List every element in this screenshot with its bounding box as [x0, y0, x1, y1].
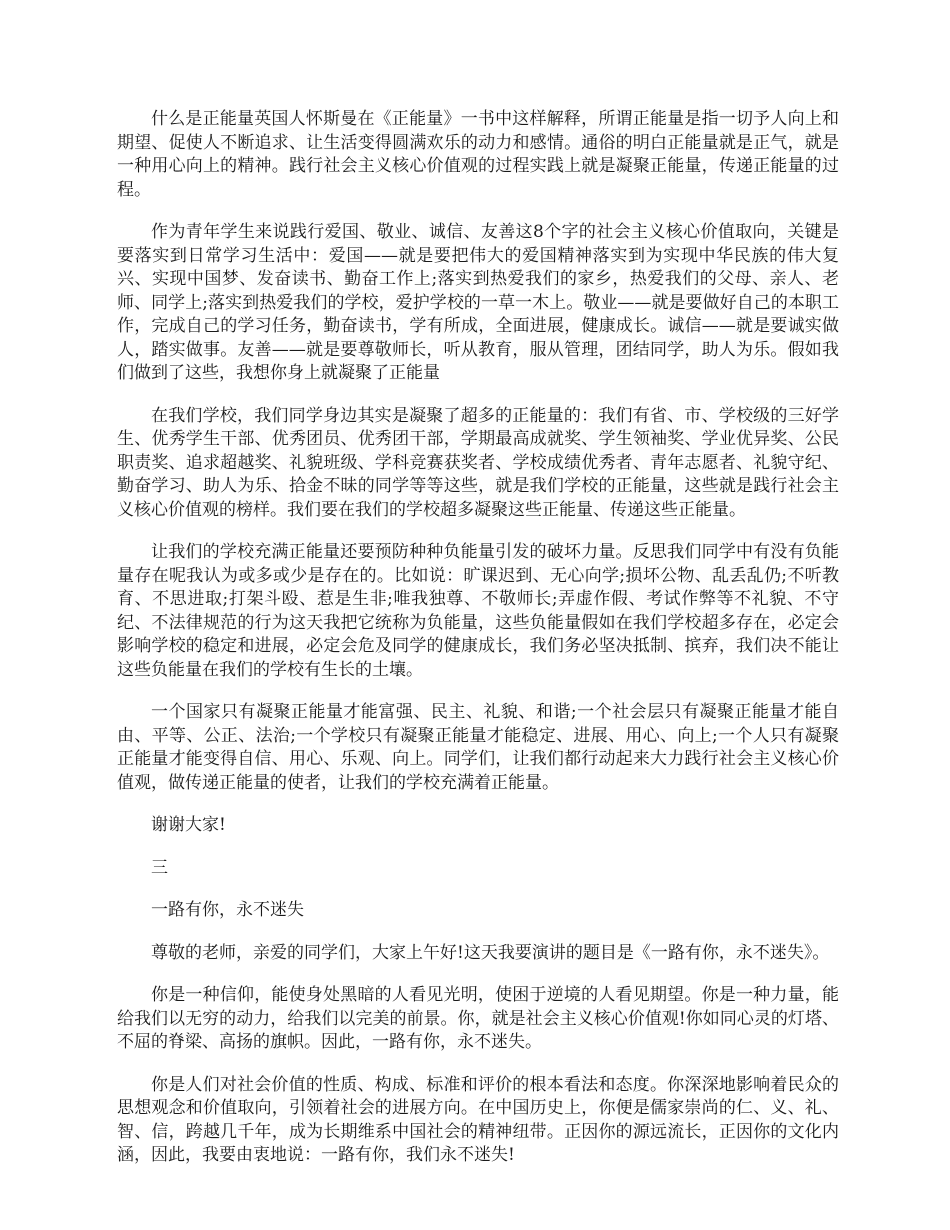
paragraph: 在我们学校，我们同学身边其实是凝聚了超多的正能量的：我们有省、市、学校级的三好学生、优秀学生干部、优秀团员、优秀团干部，学期最高成就奖、学生领袖奖、学业优异奖、公民职责奖、追求超越奖、礼貌班级、学科竞赛获奖者、学校成绩优秀者、青年志愿者、礼貌守纪、勤奋学习、助人为乐、拾金不昧的同学等等这些，就是我们学校的正能量，这些就是践行社会主义核心价值观的榜样。我们要在我们的学校超多凝聚这些正能量、传递这些正能量。 — [117, 405, 839, 520]
paragraph: 作为青年学生来说践行爱国、敬业、诚信、友善这8个字的社会主义核心价值取向，关键是要落实到日常学习生活中：爱国——就是要把伟大的爱国精神落实到为实现中华民族的伟大复兴、实现中国梦、发奋读书、勤奋工作上;落实到热爱我们的家乡，热爱我们的父母、亲人、老师、同学上;落实到热爱我们的学校，爱护学校的一草一木上。敬业——就是要做好自己的本职工作，完成自己的学习任务，勤奋读书，学有所成，全面进展，健康成长。诚信——就是要诚实做人，踏实做事。友善——就是要尊敬师长，听从教育，服从管理，团结同学，助人为乐。假如我们做到了这些，我想你身上就凝聚了正能量 — [117, 222, 839, 383]
speech-title: 一路有你，永不迷失 — [151, 900, 304, 920]
paragraph: 一个国家只有凝聚正能量才能富强、民主、礼貌、和谐;一个社会层只有凝聚正能量才能自由、平等、公正、法治;一个学校只有凝聚正能量才能稳定、进展、用心、向上;一个人只有凝聚正能量才能变得自信、用心、乐观、向上。同学们，让我们都行动起来大力践行社会主义核心价值观，做传递正能量的使者，让我们的学校充满着正能量。 — [117, 702, 839, 793]
paragraph: 你是人们对社会价值的性质、构成、标准和评价的根本看法和态度。你深深地影响着民众的思想观念和价值取向，引领着社会的进展方向。在中国历史上，你便是儒家崇尚的仁、义、礼、智、信，跨越几千年，成为长期维系中国社会的精神纽带。正因你的源远流长，正因你的文化内涵，因此，我要由衷地说：一路有你，我们永不迷失! — [117, 1074, 839, 1165]
paragraph: 你是一种信仰，能使身处黑暗的人看见光明，使困于逆境的人看见期望。你是一种力量，能给我们以无穷的动力，给我们以完美的前景。你，就是社会主义核心价值观!你如同心灵的灯塔、不屈的脊梁、高扬的旗帜。因此，一路有你，永不迷失。 — [117, 985, 839, 1052]
document-body — [117, 108, 839, 1187]
section-number: 三 — [151, 857, 168, 878]
paragraph: 尊敬的老师，亲爱的同学们，大家上午好!这天我要演讲的题目是《一路有你，永不迷失》。 — [151, 942, 830, 963]
paragraph: 让我们的学校充满正能量还要预防种种负能量引发的破坏力量。反思我们同学中有没有负能量存在呢我认为或多或少是存在的。比如说：旷课迟到、无心向学;损坏公物、乱丢乱仍;不听教育、不思进取;打架斗殴、惹是生非;唯我独尊、不敬师长;弄虚作假、考试作弊等不礼貌、不守纪、不法律规范的行为这天我把它统称为负能量，这些负能量假如在我们学校超多存在，必定会影响学校的稳定和进展，必定会危及同学的健康成长，我们务必坚决抵制、摈弃，我们决不能让这些负能量在我们的学校有生长的土壤。 — [117, 542, 839, 680]
paragraph: 什么是正能量英国人怀斯曼在《正能量》一书中这样解释，所谓正能量是指一切予人向上和期望、促使人不断追求、让生活变得圆满欢乐的动力和感情。通俗的明白正能量就是正气，就是一种用心向上的精神。践行社会主义核心价值观的过程实践上就是凝聚正能量，传递正能量的过程。 — [117, 109, 839, 200]
closing-line: 谢谢大家! — [151, 815, 226, 835]
